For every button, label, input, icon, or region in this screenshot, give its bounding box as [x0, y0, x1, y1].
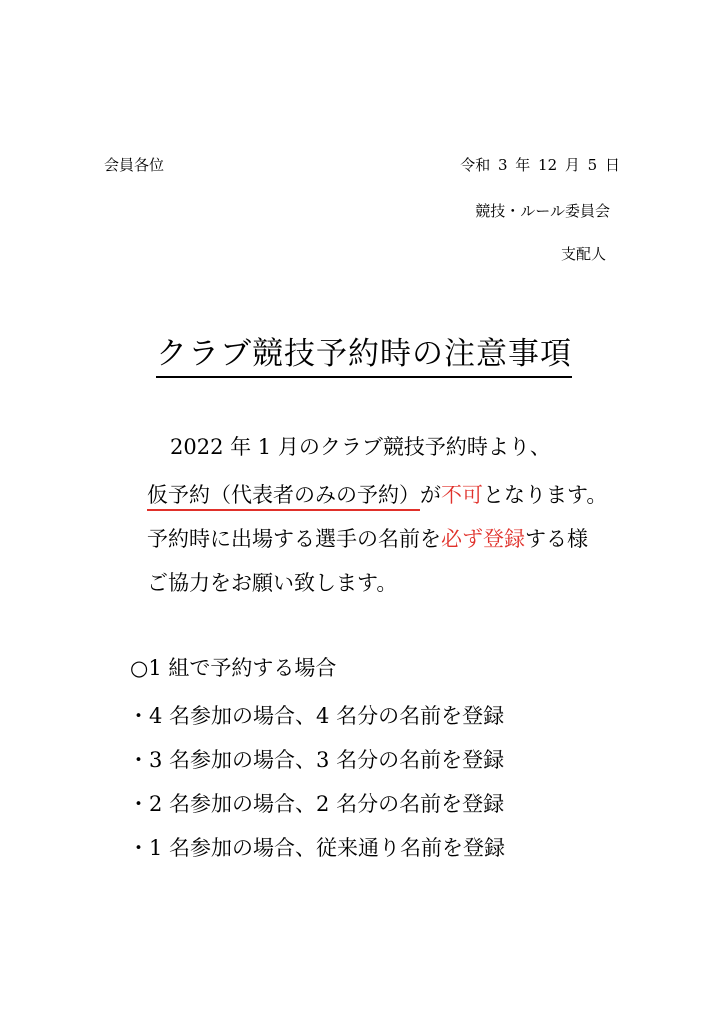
manager-name: 支配人 [560, 245, 606, 263]
must-register-text: 必ず登録 [441, 527, 525, 551]
document-date: 令和 3 年 12 月 5 日 [460, 156, 620, 174]
not-allowed-text: 不可 [441, 483, 483, 507]
page-title: クラブ競技予約時の注意事項 [156, 328, 572, 378]
committee-name: 競技・ルール委員会 [475, 202, 610, 220]
body-line-4: ご協力をお願い致します。 [147, 571, 398, 595]
body-line-2 [147, 479, 607, 509]
body-line-2-ending: となります。 [483, 483, 608, 507]
list-item: ・4 名参加の場合、4 名分の名前を登録 [128, 704, 505, 728]
body-line-3 [147, 523, 588, 553]
list-item: ・2 名参加の場合、2 名分の名前を登録 [128, 792, 505, 816]
body-line-2-particle: が [420, 483, 441, 507]
body-line-3-ending: する様 [525, 527, 588, 551]
list-item: ・3 名参加の場合、3 名分の名前を登録 [128, 748, 505, 772]
provisional-reservation-text: 仮予約（代表者のみの予約） [147, 483, 420, 511]
list-heading: ○1 組で予約する場合 [130, 656, 337, 680]
addressee: 会員各位 [104, 156, 165, 174]
list-item: ・1 名参加の場合、従来通り名前を登録 [128, 836, 506, 860]
body-line-1: 2022 年 1 月のクラブ競技予約時より、 [170, 435, 551, 459]
body-line-3-start: 予約時に出場する選手の名前を [147, 527, 441, 551]
